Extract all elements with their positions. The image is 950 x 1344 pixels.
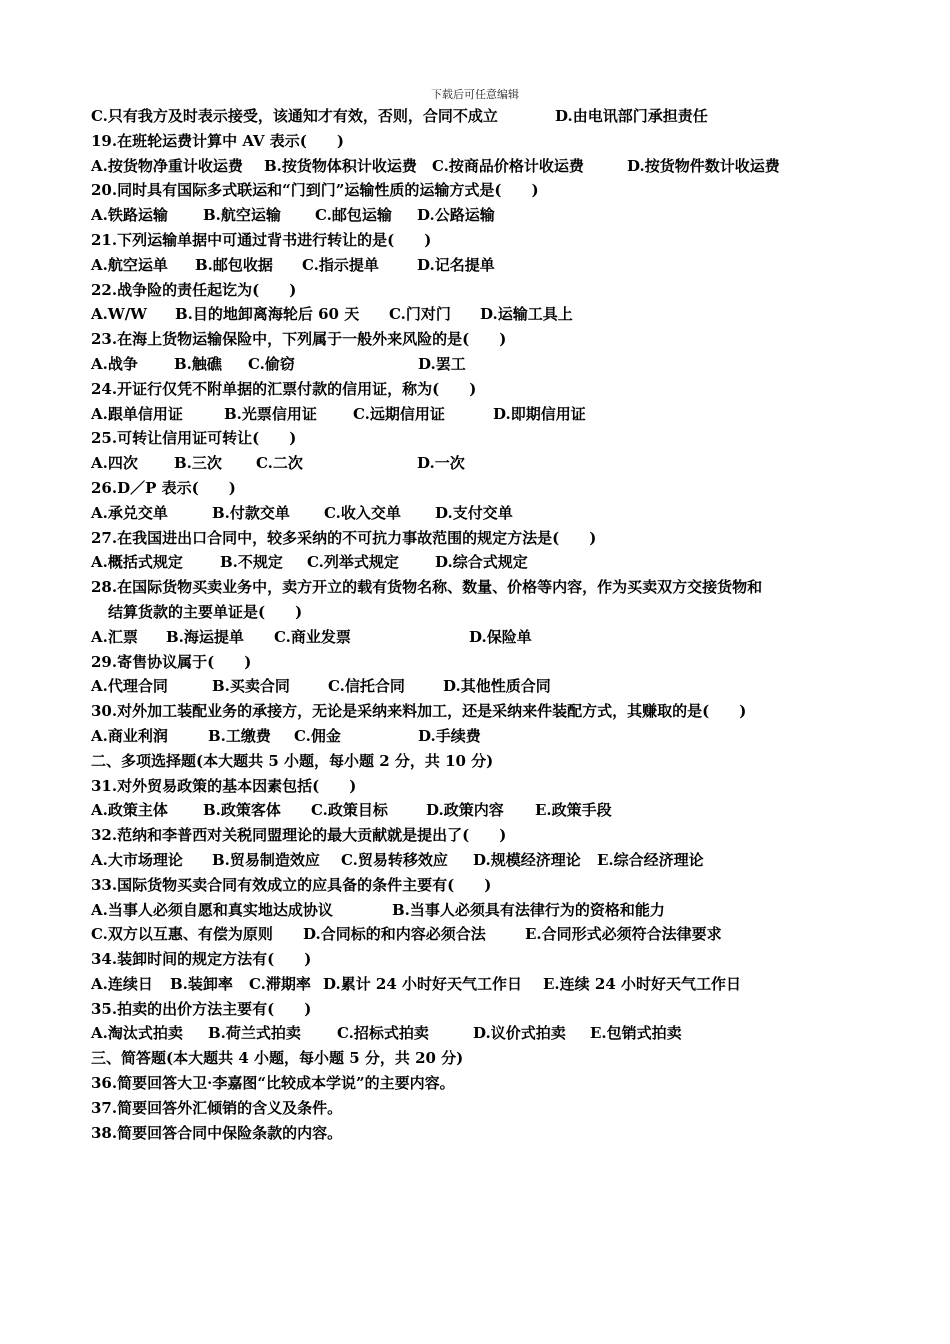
answer-option: A.当事人必须自愿和真实地达成协议 [91,900,333,919]
question-line: 24.开证行仅凭不附单据的汇票付款的信用证，称为( ) [91,379,477,398]
question-line: 37.简要回答外汇倾销的含义及条件。 [91,1098,343,1117]
answer-option: C.指示提单 [302,255,379,274]
answer-option: D.即期信用证 [493,404,586,423]
answer-option: C.远期信用证 [353,404,445,423]
answer-option: D.运输工具上 [480,305,573,324]
answer-option: B.三次 [174,454,222,473]
answer-option: D.议价式拍卖 [473,1024,566,1043]
answer-options-line [91,104,861,129]
answer-options-line [91,203,861,228]
answer-option: D.保险单 [469,627,532,646]
answer-option: A.汇票 [91,627,138,646]
answer-option: A.承兑交单 [91,503,168,522]
answer-option: C.佣金 [294,726,341,745]
answer-options-line [91,352,861,377]
answer-option: E.连续 24 小时好天气工作日 [543,974,741,993]
question-line: 20.同时具有国际多式联运和“门到门”运输性质的运输方式是( ) [91,181,539,200]
answer-option: C.招标式拍卖 [337,1024,429,1043]
question-line: 27.在我国进出口合同中，较多采纳的不可抗力事故范围的规定方法是( ) [91,528,597,547]
answer-option: B.邮包收据 [195,255,273,274]
answer-option: D.规模经济理论 [473,850,581,869]
answer-option: A.W/W [91,305,148,324]
question-line: 28.在国际货物买卖业务中，卖方开立的载有货物名称、数量、价格等内容，作为买卖双方交接货物和 [91,578,763,597]
question-line: 23.在海上货物运输保险中，下列属于一般外来风险的是( ) [91,330,507,349]
question-line: 34.装卸时间的规定方法有( ) [91,950,312,969]
answer-option: C.贸易转移效应 [341,850,448,869]
answer-option: A.航空运单 [91,255,168,274]
answer-option: B.航空运输 [203,206,281,225]
question-line: 35.拍卖的出价方法主要有( ) [91,999,312,1018]
question-line: 二、多项选择题(本大题共 5 小题，每小题 2 分，共 10 分) [91,751,494,770]
answer-options-line [91,972,861,997]
answer-options-line [91,1021,861,1046]
question-line: 25.可转让信用证可转让( ) [91,429,297,448]
answer-options-line [91,501,861,526]
answer-options-line [91,898,861,923]
answer-option: C.二次 [256,454,303,473]
answer-option: B.付款交单 [212,503,290,522]
answer-option: E.政策手段 [535,801,612,820]
answer-options-line [91,798,861,823]
answer-option: C.商业发票 [274,627,351,646]
answer-options-line [91,302,861,327]
answer-option: C.滞期率 [249,974,311,993]
exam-content [91,104,861,1145]
answer-option: C.偷窃 [248,354,295,373]
answer-option: D.合同标的和内容必须合法 [303,925,486,944]
answer-option: D.累计 24 小时好天气工作日 [323,974,523,993]
answer-options-line [91,253,861,278]
answer-options-line [91,625,861,650]
question-line: 33.国际货物买卖合同有效成立的应具备的条件主要有( ) [91,875,492,894]
answer-options-line [91,674,861,699]
answer-options-line [91,922,861,947]
answer-option: B.光票信用证 [224,404,317,423]
answer-options-line [91,402,861,427]
answer-option: C.邮包运输 [315,206,392,225]
answer-option: B.当事人必须具有法律行为的资格和能力 [392,900,665,919]
question-line: 36.简要回答大卫·李嘉图“比较成本学说”的主要内容。 [91,1074,455,1093]
answer-option: B.不规定 [220,553,283,572]
answer-option: B.按货物体积计收运费 [264,156,417,175]
question-line: 21.下列运输单据中可通过背书进行转让的是( ) [91,230,432,249]
question-line: 38.简要回答合同中保险条款的内容。 [91,1123,343,1142]
answer-option: A.按货物净重计收运费 [91,156,243,175]
answer-option: B.荷兰式拍卖 [208,1024,301,1043]
answer-option: D.记名提单 [417,255,495,274]
answer-option: A.代理合同 [91,677,168,696]
answer-option: C.门对门 [389,305,451,324]
answer-option: C.列举式规定 [307,553,399,572]
answer-option: D.政策内容 [426,801,504,820]
answer-option: B.贸易制造效应 [212,850,320,869]
answer-option: B.买卖合同 [212,677,290,696]
answer-option: C.政策目标 [311,801,388,820]
question-line: 19.在班轮运费计算中 AV 表示( ) [91,131,344,150]
answer-option: C.信托合同 [328,677,405,696]
answer-option: A.政策主体 [91,801,168,820]
answer-options-line [91,550,861,575]
answer-option: D.手续费 [418,726,481,745]
answer-option: A.商业利润 [91,726,168,745]
answer-option: B.触礁 [174,354,222,373]
answer-option: B.工缴费 [208,726,271,745]
answer-option: B.装卸率 [170,974,233,993]
answer-option: A.战争 [91,354,138,373]
answer-options-line [91,451,861,476]
question-line: 26.D／P 表示( ) [91,478,236,497]
answer-option: B.海运提单 [166,627,244,646]
answer-option: D.由电讯部门承担责任 [555,107,708,125]
answer-option: D.综合式规定 [435,553,528,572]
answer-option: D.公路运输 [417,206,495,225]
question-line: 三、简答题(本大题共 4 小题，每小题 5 分，共 20 分) [91,1049,464,1068]
answer-option: A.概括式规定 [91,553,183,572]
answer-option: D.罢工 [418,354,466,373]
answer-option: B.政策客体 [203,801,281,820]
question-line: 30.对外加工装配业务的承接方，无论是采纳来料加工，还是采纳来件装配方式，其赚取的是( ) [91,702,747,721]
answer-option: A.连续日 [91,974,153,993]
answer-option: C.收入交单 [324,503,401,522]
answer-option: A.铁路运输 [91,206,168,225]
answer-option: C.双方以互惠、有偿为原则 [91,925,273,944]
question-line: 22.战争险的责任起讫为( ) [91,280,297,299]
answer-option: D.支付交单 [435,503,513,522]
answer-options-line [91,724,861,749]
answer-options-line [91,154,861,179]
answer-option: A.跟单信用证 [91,404,183,423]
answer-option: E.综合经济理论 [597,850,704,869]
answer-option: C.按商品价格计收运费 [432,156,584,175]
answer-option: A.四次 [91,454,138,473]
question-line: 32.范纳和李普西对关税同盟理论的最大贡献就是提出了( ) [91,826,507,845]
question-line: 29.寄售协议属于( ) [91,652,252,671]
page-header: 下载后可任意编辑 [431,88,519,101]
answer-option: A.淘汰式拍卖 [91,1024,183,1043]
question-continuation: 结算货款的主要单证是( ) [108,602,303,621]
answer-options-line [91,848,861,873]
answer-option: E.合同形式必须符合法律要求 [525,925,722,944]
answer-option: B.目的地卸离海轮后 60 天 [175,305,360,324]
answer-option: E.包销式拍卖 [590,1024,682,1043]
question-line: 31.对外贸易政策的基本因素包括( ) [91,776,357,795]
answer-option: D.按货物件数计收运费 [627,156,780,175]
answer-option: D.一次 [417,454,465,473]
answer-option: A.大市场理论 [91,850,183,869]
answer-option: C.只有我方及时表示接受，该通知才有效，否则，合同不成立 [91,107,498,125]
answer-option: D.其他性质合同 [443,677,551,696]
